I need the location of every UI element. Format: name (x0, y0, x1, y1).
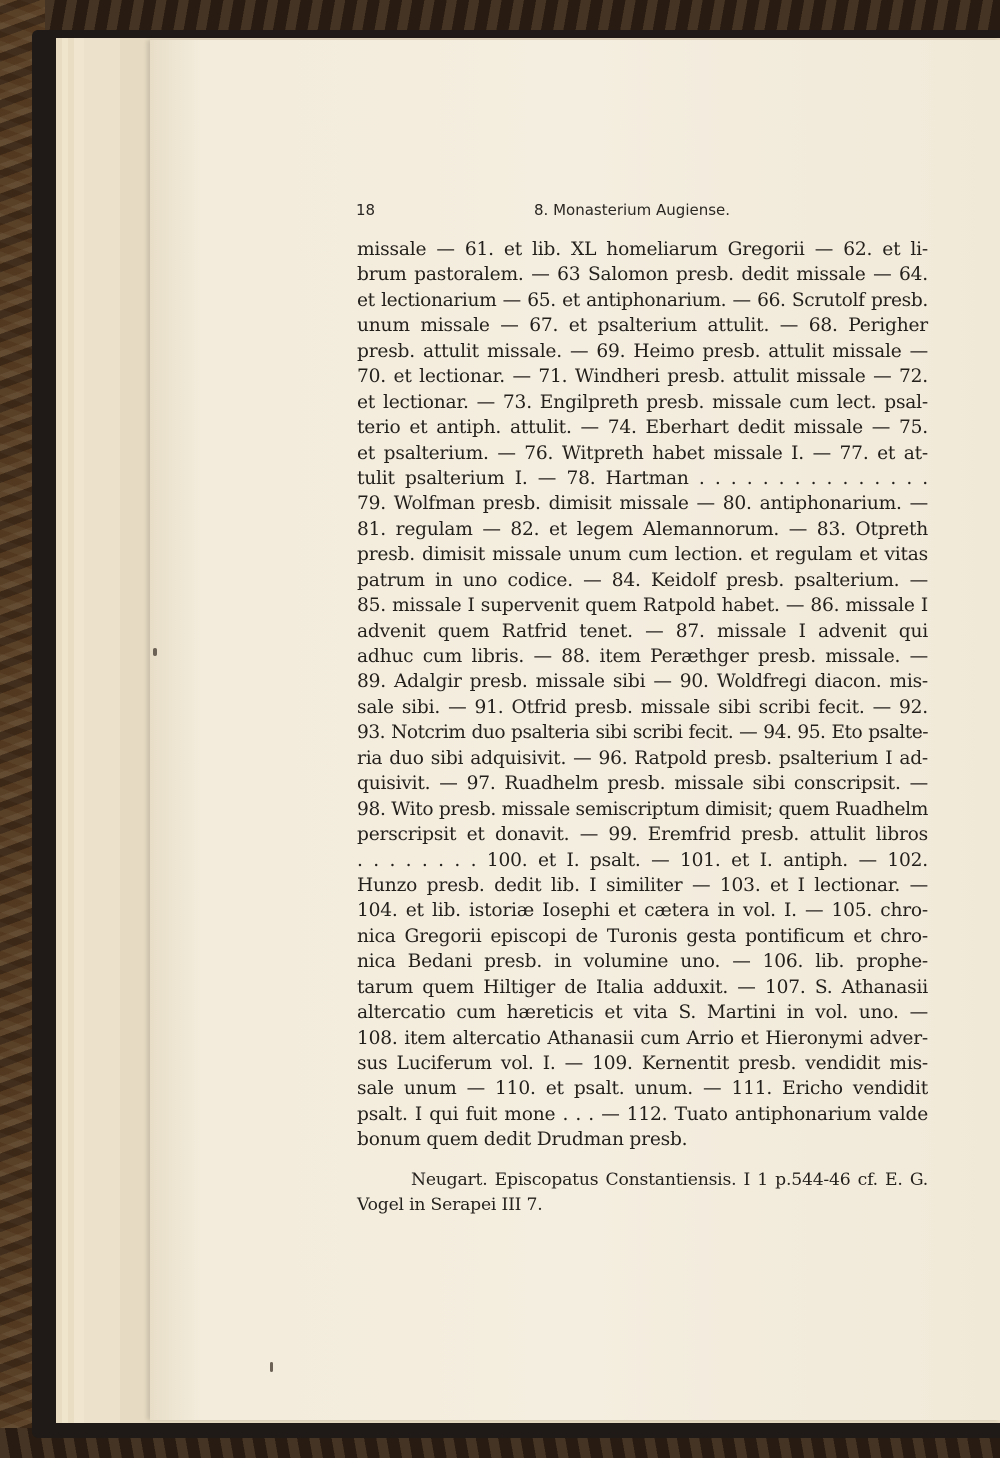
page-speck (270, 1362, 273, 1372)
text-line: tarum quem Hiltiger de Italia adduxit. — 107. S. Athanasii (357, 976, 928, 998)
text-line: presb. dimisit missale unum cum lection. et regulam et vitas (357, 544, 928, 566)
body-text (357, 237, 928, 1153)
text-line: patrum in uno codice. — 84. Keidolf presb. psalterium. — (357, 569, 928, 591)
text-line: nica Bedani presb. in volumine uno. — 106. lib. prophe- (357, 951, 928, 973)
text-line: et lectionar. — 73. Engilpreth presb. missale cum lect. psal- (357, 391, 928, 413)
text-line: missale — 61. et lib. XL homeliarum Gregorii — 62. et li- (357, 239, 928, 260)
text-line: tulit psalterium I. — 78. Hartman . . . . . . . . . . . . . . . (357, 467, 928, 489)
text-line: 93. Notcrim duo psalteria sibi scribi fecit. — 94. 95. Eto psalte- (357, 722, 928, 744)
text-line: 79. Wolfman presb. dimisit missale — 80. antiphonarium. — (357, 493, 928, 515)
text-line: et psalterium. — 76. Witpreth habet missale I. — 77. et at- (357, 442, 928, 464)
text-line: 89. Adalgir presb. missale sibi — 90. Woldfregi diacon. mis- (357, 671, 928, 693)
text-line: . . . . . . . . 100. et I. psalt. — 101. et I. antiph. — 102. (357, 849, 928, 871)
text-line: unum missale — 67. et psalterium attulit. — 68. Perigher (357, 315, 928, 337)
text-line: 104. et lib. istoriæ Iosephi et cætera in vol. I. — 105. chro- (357, 900, 928, 922)
text-line: adhuc cum libris. — 88. item Peræthger presb. missale. — (357, 646, 928, 667)
text-line: et lectionarium — 65. et antiphonarium. — 66. Scrutolf presb. (357, 289, 928, 311)
text-line: sus Luciferum vol. I. — 109. Kernentit presb. vendidit mis- (357, 1053, 928, 1074)
footnote (357, 1168, 928, 1218)
text-line: quisivit. — 97. Ruadhelm presb. missale sibi conscripsit. — (357, 773, 928, 795)
page-number: 18 (356, 201, 376, 219)
text-line: perscripsit et donavit. — 99. Eremfrid presb. attulit libros (357, 824, 928, 846)
text-line: sale unum — 110. et psalt. unum. — 111. Ericho vendidit (357, 1078, 928, 1100)
footnote-line: Vogel in Serapei III 7. (357, 1195, 543, 1215)
footnote-line: Neugart. Episcopatus Constantiensis. I 1 p.544-46 cf. E. G. (411, 1170, 928, 1190)
text-line: bonum quem dedit Drudman presb. (357, 1129, 688, 1151)
text-line: 81. regulam — 82. et legem Alemannorum. — 83. Otpreth (357, 518, 928, 540)
text-line: Hunzo presb. dedit lib. I similiter — 103. et I lectionar. — (357, 874, 928, 896)
text-line: brum pastoralem. — 63 Salomon presb. dedit missale — 64. (357, 264, 928, 286)
text-line: psalt. I qui fuit mone . . . — 112. Tuato antiphonarium valde (357, 1103, 928, 1125)
text-line: 108. item altercatio Athanasii cum Arrio et Hieronymi adver- (357, 1027, 928, 1049)
text-line: 85. missale I supervenit quem Ratpold habet. — 86. missale I (357, 595, 928, 617)
text-line: advenit quem Ratfrid tenet. — 87. missale I advenit qui (357, 620, 928, 642)
text-line: terio et antiph. attulit. — 74. Eberhart dedit missale — 75. (357, 417, 928, 439)
text-line: nica Gregorii episcopi de Turonis gesta pontificum et chro- (357, 925, 928, 947)
text-line: ria duo sibi adquisivit. — 96. Ratpold presb. psalterium I ad- (357, 747, 928, 769)
text-line: 98. Wito presb. missale semiscriptum dimisit; quem Ruadhelm (357, 798, 928, 820)
running-title: 8. Monasterium Augiense. (534, 201, 731, 219)
text-line: altercatio cum hæreticis et vita S. Martini in vol. uno. — (357, 1002, 928, 1024)
text-line: presb. attulit missale. — 69. Heimo presb. attulit missale — (357, 340, 928, 362)
text-line: 70. et lectionar. — 71. Windheri presb. attulit missale — 72. (357, 366, 928, 388)
text-line: sale sibi. — 91. Otfrid presb. missale sibi scribi fecit. — 92. (357, 696, 928, 718)
page-speck (153, 648, 157, 656)
